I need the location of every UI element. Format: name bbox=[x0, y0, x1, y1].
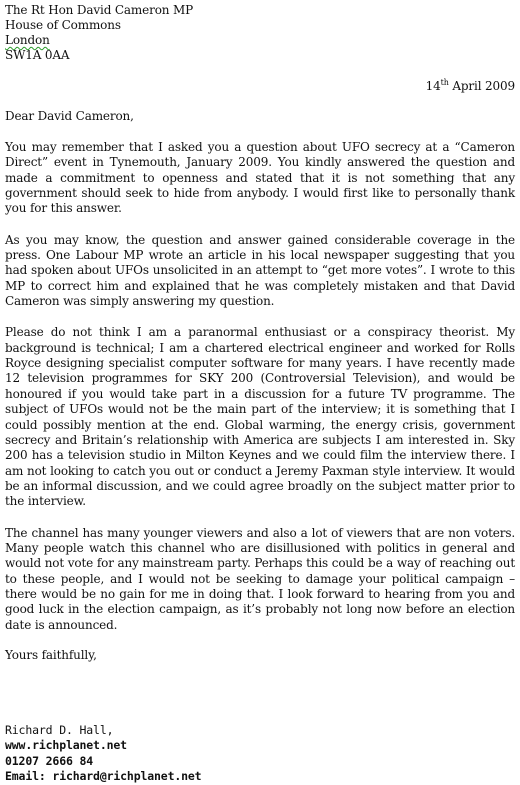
salutation: Dear David Cameron, bbox=[5, 109, 134, 123]
body-paragraph-3: Please do not think I am a paranormal enthusiast or a conspiracy theorist. My background is technical; I am a chartered electrical engineer and worked for Rolls Royce designing specialist computer software for many years. I have recently made 12 television programmes for SKY 200 (Controversial Television), and would be honoured if you would take part in a discussion for a future TV programme. The subject of UFOs would not be the main part of the interview; it is something that I could possibly mention at the end. Global warming, the energy crisis, government secrecy and Britain’s relationship with America are subjects I am interested in. Sky 200 has a television studio in Milton Keynes and we could film the interview there. I am not looking to catch you out or conduct a Jeremy Paxman style interview. It would be an informal discussion, and we could agree broadly on the subject matter prior to the interview. bbox=[5, 325, 515, 509]
recipient-name: The Rt Hon David Cameron MP bbox=[5, 3, 194, 17]
body-paragraph-1: You may remember that I asked you a question about UFO secrecy at a “Cameron Direct” event in Tynemouth, January 2009. You kindly answered the question and made a commitment to openness and stated that it is not something that any government should seek to hide from anybody. I would first like to personally thank you for this answer. bbox=[5, 140, 515, 216]
recipient-postcode: SW1A 0AA bbox=[5, 48, 70, 62]
signature-website[interactable]: www.richplanet.net bbox=[5, 738, 127, 753]
date-rest: April 2009 bbox=[452, 79, 515, 93]
body-paragraph-4: The channel has many younger viewers and also a lot of viewers that are non voters. Many people watch this channel who are disillusioned with politics in general and would not vote for any mainstream party. Perhaps this could be a way of reaching out to these people, and I would not be seeking to damage your political campaign – there would be no gain for me in doing that. I look forward to hearing from you and good luck in the election campaign, as it’s probably not long now before an election date is announced. bbox=[5, 525, 515, 632]
date-day: 14 bbox=[425, 79, 441, 93]
recipient-org: House of Commons bbox=[5, 18, 121, 32]
signature-name: Richard D. Hall, bbox=[5, 722, 114, 737]
letter-date bbox=[5, 79, 515, 94]
date-suffix: th bbox=[440, 78, 449, 87]
recipient-address bbox=[5, 3, 515, 63]
recipient-city bbox=[5, 33, 515, 48]
closing: Yours faithfully, bbox=[5, 647, 97, 662]
signature-phone: 01207 2666 84 bbox=[5, 753, 94, 768]
recipient-city-text: London bbox=[5, 33, 50, 47]
signature-email[interactable]: Email: richard@richplanet.net bbox=[5, 769, 202, 784]
body-paragraph-2: As you may know, the question and answer gained considerable coverage in the press. One Labour MP wrote an article in his local newspaper suggesting that you had spoken about UFOs unsolicited in an attempt to “get more votes”. I wrote to this MP to correct him and explained that he was completely mistaken and that David Cameron was simply answering my question. bbox=[5, 232, 515, 309]
signature-block bbox=[5, 723, 515, 785]
